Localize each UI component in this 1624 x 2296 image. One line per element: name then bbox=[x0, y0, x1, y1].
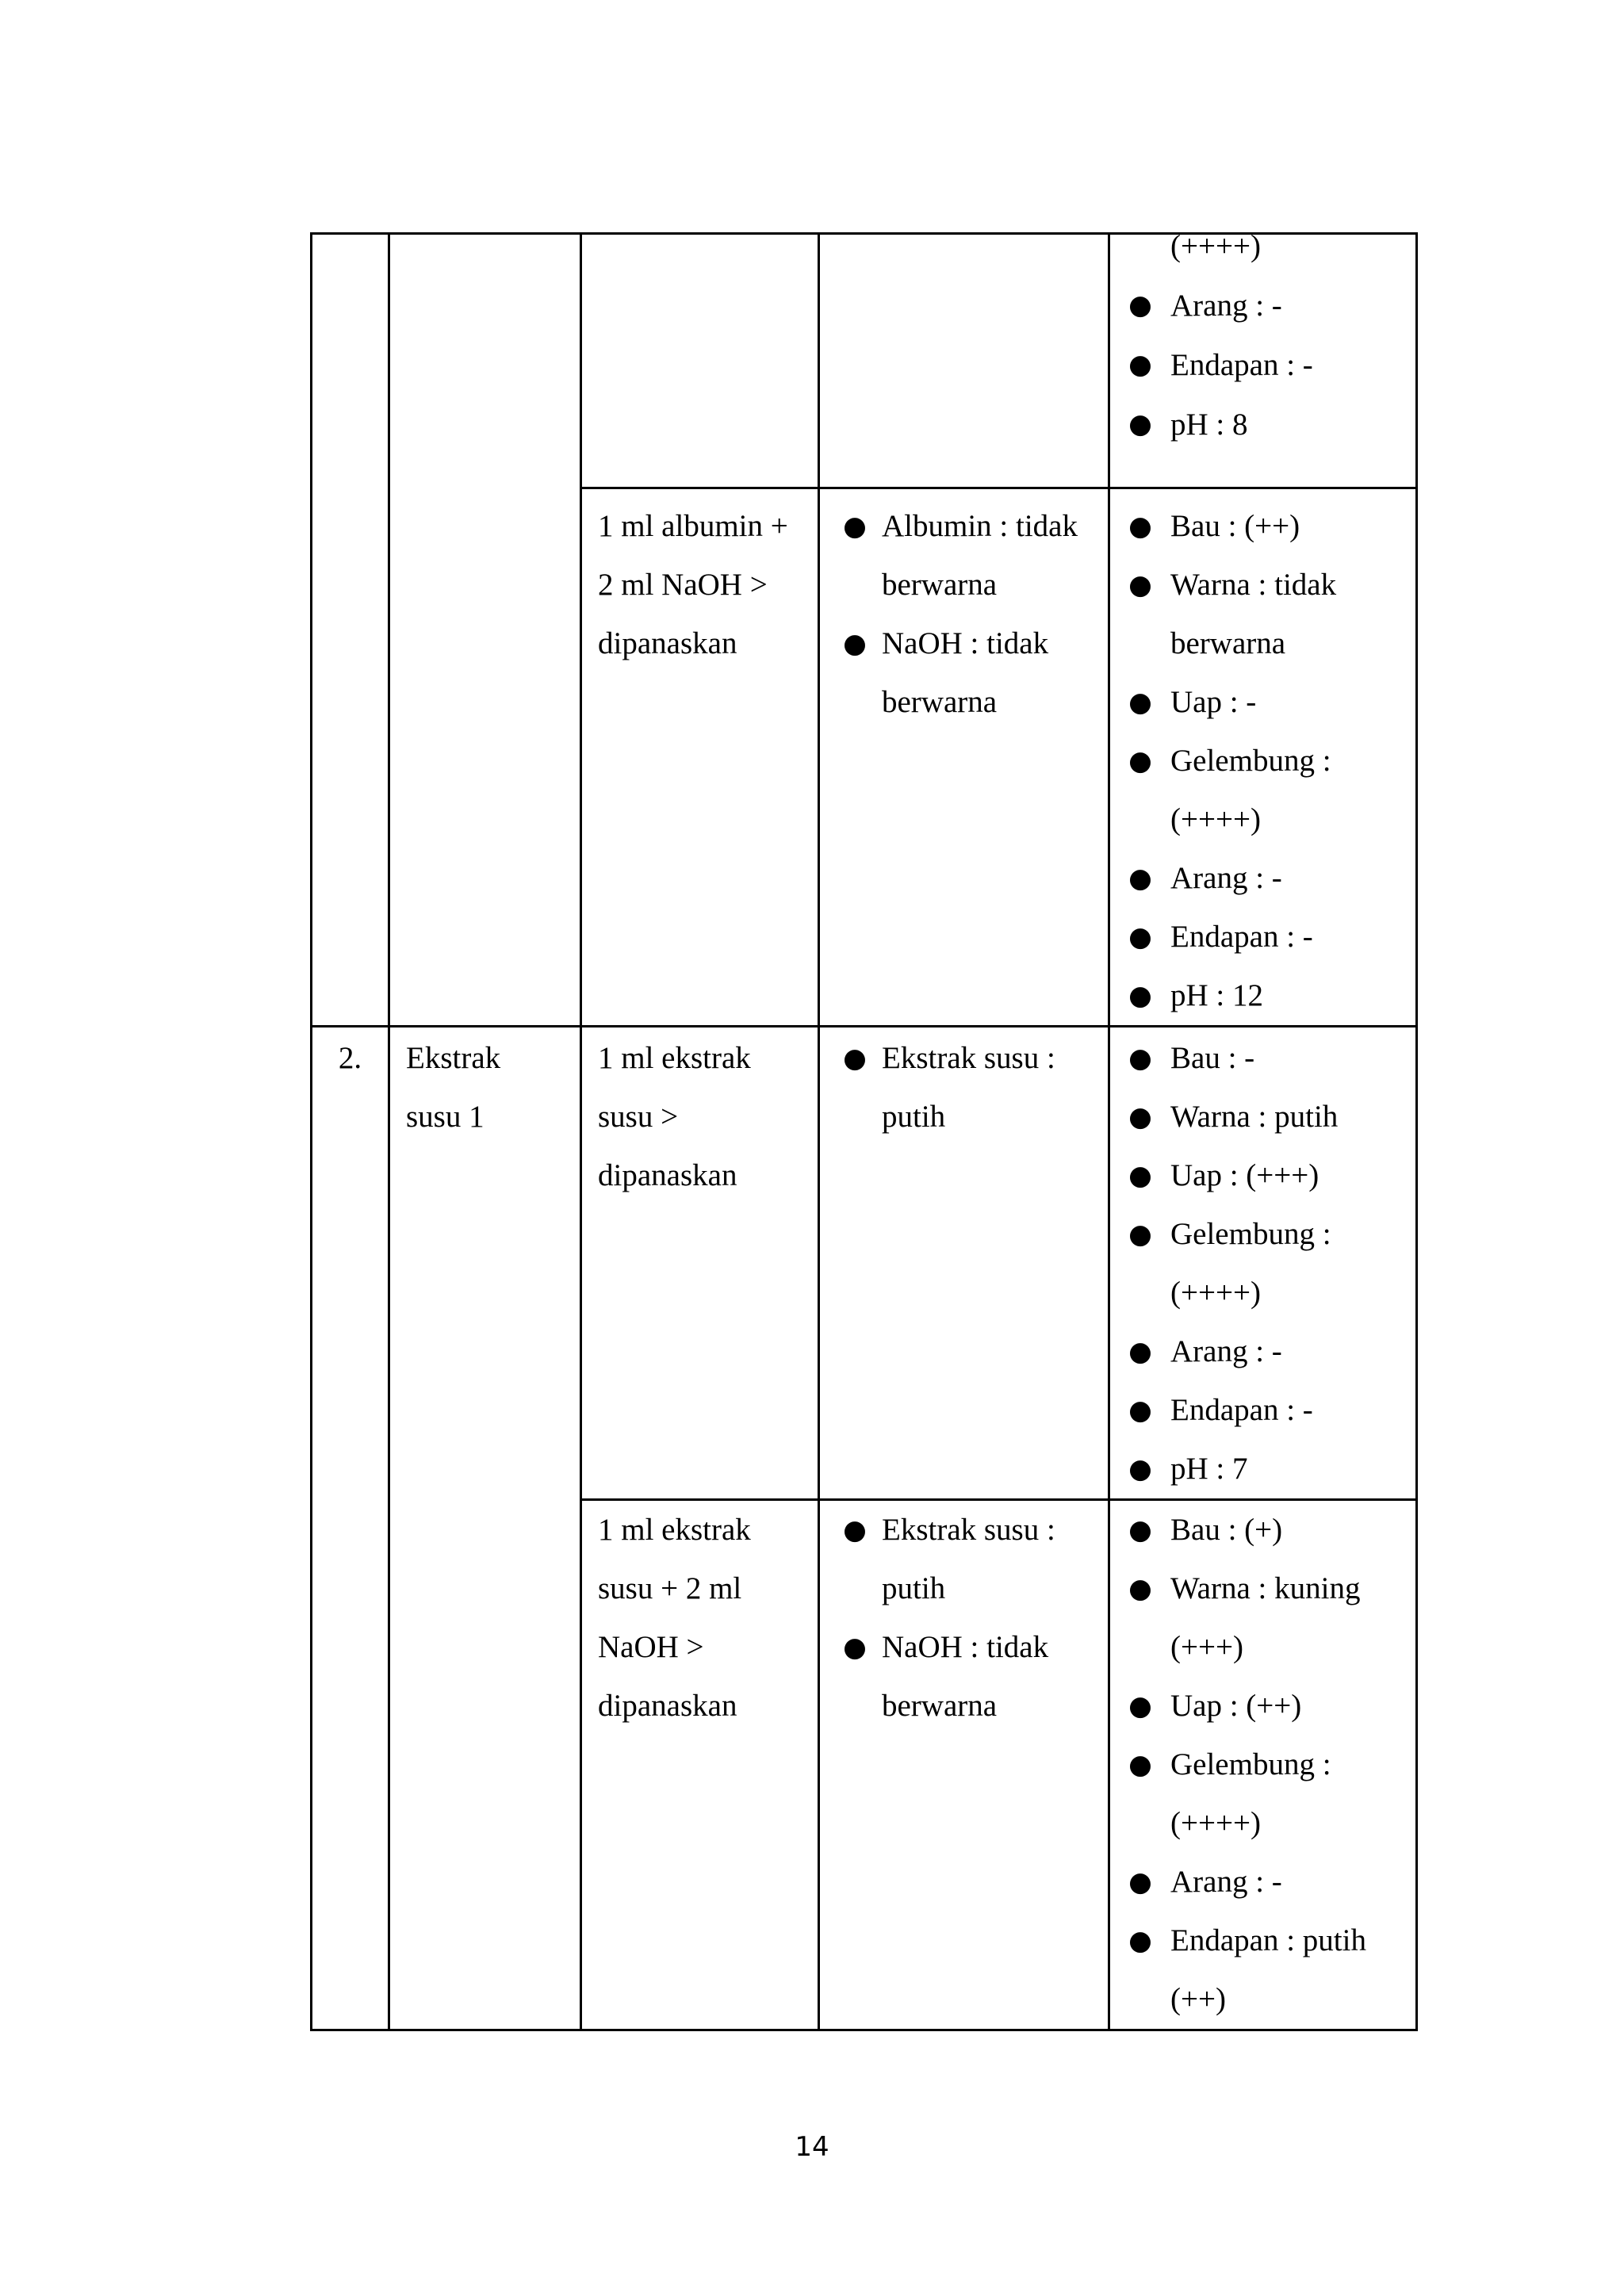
bullet-icon: ● bbox=[1128, 1749, 1152, 1781]
treatment-line: 1 ml ekstrak bbox=[598, 1041, 751, 1075]
treatment-line: susu + 2 ml bbox=[598, 1571, 742, 1605]
list-item: ● Bau : (+) bbox=[1110, 1501, 1415, 1559]
bullet-icon: ● bbox=[843, 628, 867, 660]
bullet-icon: ● bbox=[1128, 349, 1152, 381]
list-item: ● Endapan : - bbox=[1110, 335, 1415, 395]
sample-line: susu 1 bbox=[406, 1100, 485, 1134]
page-number: 14 bbox=[795, 2131, 829, 2163]
bullet-icon: ● bbox=[1128, 289, 1152, 321]
bullet-icon: ● bbox=[1128, 569, 1152, 601]
list-item: ● Endapan : putih (++) bbox=[1110, 1911, 1415, 2029]
list-item: ● pH : 8 bbox=[1110, 395, 1415, 454]
table-row bbox=[312, 1027, 1417, 1500]
table-row bbox=[312, 234, 1417, 488]
bullet-icon: ● bbox=[1128, 1043, 1152, 1074]
treatment-line: dipanaskan bbox=[598, 626, 737, 660]
cell-initial bbox=[819, 1500, 1109, 2030]
cell-result-cont bbox=[1109, 229, 1417, 488]
treatment-line: dipanaskan bbox=[598, 1158, 737, 1192]
list-item: ● Endapan : - bbox=[1110, 1381, 1415, 1440]
bullet-icon: ● bbox=[1128, 1101, 1152, 1133]
bullet-icon: ● bbox=[1128, 1573, 1152, 1605]
list-item: ● Bau : - bbox=[1110, 1029, 1415, 1088]
cell-initial bbox=[819, 488, 1109, 1027]
list-item: ● Warna : kuning (+++) bbox=[1110, 1559, 1415, 1677]
bullet-icon: ● bbox=[843, 1043, 867, 1074]
cell-no-2 bbox=[312, 1027, 389, 2030]
list-item: ● NaOH : tidak berwarna bbox=[820, 614, 1108, 732]
result-continuation: (++++) bbox=[1170, 229, 1261, 263]
list-item: ● Arang : - bbox=[1110, 276, 1415, 335]
cell-treatment bbox=[581, 1027, 819, 1500]
treatment-line: dipanaskan bbox=[598, 1689, 737, 1723]
bullet-icon: ● bbox=[843, 1514, 867, 1546]
bullet-icon: ● bbox=[1128, 408, 1152, 440]
bullet-icon: ● bbox=[843, 1632, 867, 1663]
list-item: ● Uap : (++) bbox=[1110, 1677, 1415, 1735]
bullet-icon: ● bbox=[1128, 1690, 1152, 1722]
list-item: ● Arang : - bbox=[1110, 1853, 1415, 1911]
bullet-icon: ● bbox=[1128, 745, 1152, 777]
treatment-line: 1 ml albumin + bbox=[598, 509, 788, 543]
cell-sample-2 bbox=[389, 1027, 581, 2030]
row-number: 2. bbox=[338, 1041, 362, 1075]
bullet-icon: ● bbox=[1128, 1514, 1152, 1546]
list-item: ● Arang : - bbox=[1110, 849, 1415, 908]
cell-result bbox=[1109, 488, 1417, 1027]
list-item: ● pH : 7 bbox=[1110, 1440, 1415, 1498]
results-table bbox=[310, 229, 1418, 2031]
treatment-line: 1 ml ekstrak bbox=[598, 1513, 751, 1547]
cell-result bbox=[1109, 1027, 1417, 1500]
list-item: ● Bau : (++) bbox=[1110, 497, 1415, 556]
list-item: ● Arang : - bbox=[1110, 1322, 1415, 1381]
list-item: ● Gelembung : (++++) bbox=[1110, 732, 1415, 849]
bullet-icon: ● bbox=[1128, 1160, 1152, 1192]
sample-line: Ekstrak bbox=[406, 1041, 501, 1075]
list-item: ● Gelembung : (++++) bbox=[1110, 1735, 1415, 1853]
bullet-icon: ● bbox=[1128, 1866, 1152, 1898]
list-item: ● Endapan : - bbox=[1110, 908, 1415, 966]
list-item: ● Albumin : tidak berwarna bbox=[820, 497, 1108, 614]
list-item: ● Gelembung : (++++) bbox=[1110, 1205, 1415, 1322]
bullet-icon: ● bbox=[1128, 1453, 1152, 1485]
bullet-icon: ● bbox=[1128, 687, 1152, 718]
treatment-line: 2 ml NaOH > bbox=[598, 568, 768, 602]
treatment-line: susu > bbox=[598, 1100, 679, 1134]
cell-treatment bbox=[581, 488, 819, 1027]
cell-no-1 bbox=[312, 234, 389, 1027]
list-item: ● Uap : (+++) bbox=[1110, 1146, 1415, 1205]
list-item: ● Ekstrak susu : putih bbox=[820, 1029, 1108, 1146]
list-item: ● Warna : tidak berwarna bbox=[1110, 556, 1415, 673]
bullet-icon: ● bbox=[1128, 863, 1152, 894]
list-item: ● Uap : - bbox=[1110, 673, 1415, 732]
treatment-line: NaOH > bbox=[598, 1630, 704, 1664]
bullet-icon: ● bbox=[1128, 511, 1152, 542]
cell-treatment bbox=[581, 1500, 819, 2030]
list-item: ● Warna : putih bbox=[1110, 1088, 1415, 1146]
bullet-icon: ● bbox=[843, 511, 867, 542]
cell-initial-cont bbox=[819, 234, 1109, 488]
list-item: ● Ekstrak susu : putih bbox=[820, 1501, 1108, 1618]
cell-result bbox=[1109, 1500, 1417, 2030]
list-item: ● NaOH : tidak berwarna bbox=[820, 1618, 1108, 1735]
cell-initial bbox=[819, 1027, 1109, 1500]
cell-treatment-cont bbox=[581, 234, 819, 488]
bullet-icon: ● bbox=[1128, 921, 1152, 953]
bullet-icon: ● bbox=[1128, 1219, 1152, 1250]
cell-sample-1 bbox=[389, 234, 581, 1027]
bullet-icon: ● bbox=[1128, 980, 1152, 1012]
bullet-icon: ● bbox=[1128, 1336, 1152, 1368]
list-item: ● pH : 12 bbox=[1110, 966, 1415, 1025]
bullet-icon: ● bbox=[1128, 1925, 1152, 1957]
bullet-icon: ● bbox=[1128, 1395, 1152, 1426]
